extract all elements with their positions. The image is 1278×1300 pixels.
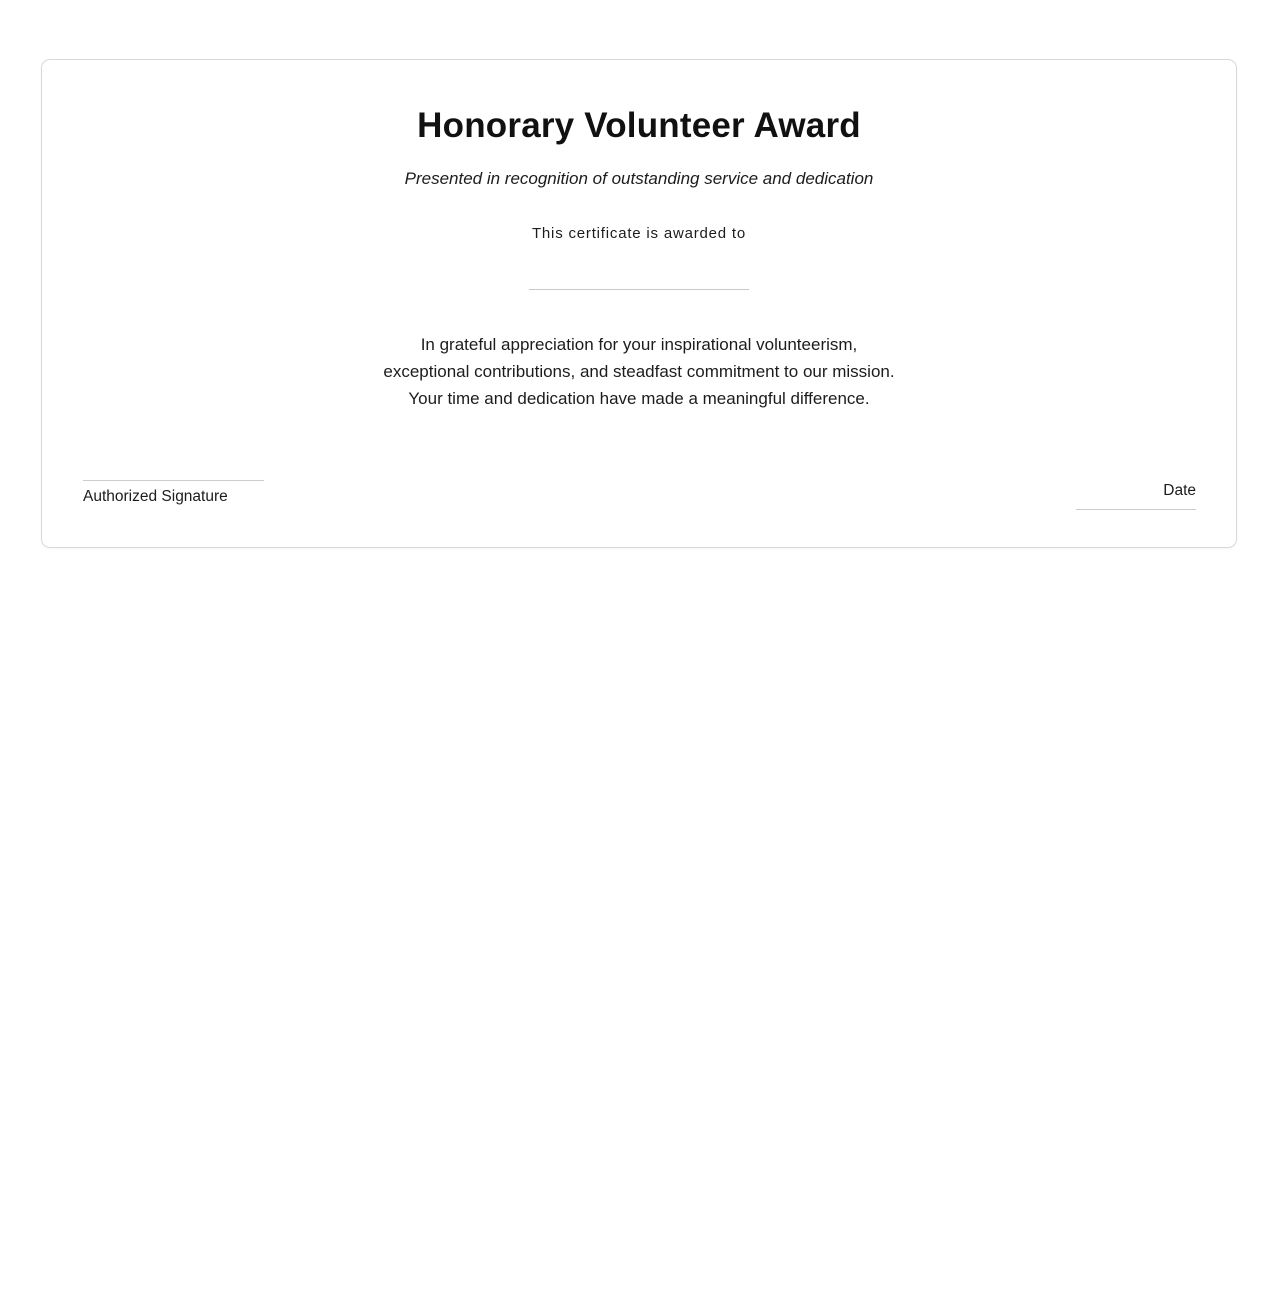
signature-line[interactable]	[83, 480, 264, 481]
recipient-name-line[interactable]	[529, 289, 749, 290]
certificate-content	[42, 104, 1236, 412]
date-label: Date	[1163, 482, 1196, 499]
date-block	[1076, 481, 1196, 510]
awarded-to-label: This certificate is awarded to	[531, 225, 747, 242]
signature-block	[83, 480, 264, 507]
date-line[interactable]	[1076, 509, 1196, 510]
certificate-card	[41, 59, 1237, 548]
appreciation-line-1: In grateful appreciation for your inspirational volunteerism,	[420, 335, 858, 354]
appreciation-text	[42, 331, 1236, 412]
certificate-subtitle: Presented in recognition of outstanding service and dedication	[404, 169, 874, 188]
signature-label: Authorized Signature	[83, 488, 228, 505]
appreciation-line-2: exceptional contributions, and steadfast commitment to our mission.	[383, 362, 895, 381]
appreciation-line-3: Your time and dedication have made a meaningful difference.	[408, 389, 870, 408]
certificate-title: Honorary Volunteer Award	[417, 106, 861, 145]
